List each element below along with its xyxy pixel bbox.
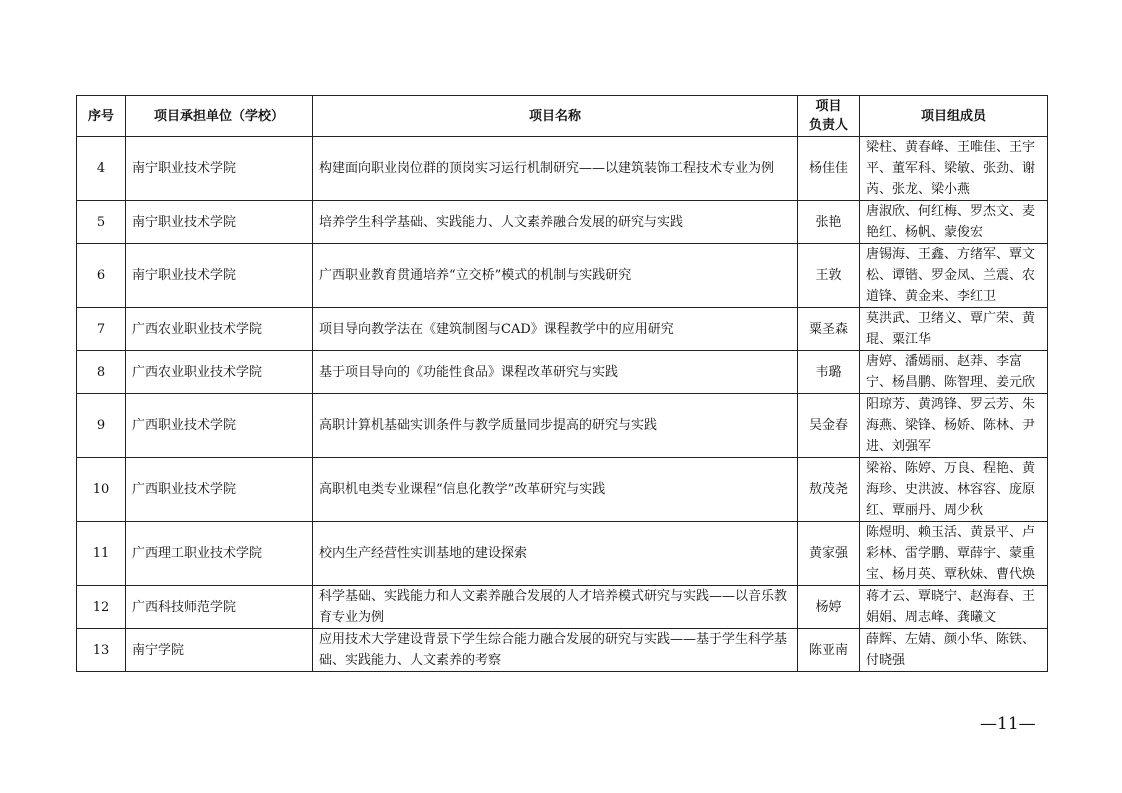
cell-no: 10 <box>77 458 126 522</box>
cell-name: 高职计算机基础实训条件与教学质量同步提高的研究与实践 <box>313 394 798 458</box>
header-lead <box>798 96 860 137</box>
cell-name: 项目导向教学法在《建筑制图与CAD》课程教学中的应用研究 <box>313 308 798 351</box>
table-row <box>77 308 1048 351</box>
header-no: 序号 <box>77 96 126 137</box>
cell-name: 基于项目导向的《功能性食品》课程改革研究与实践 <box>313 351 798 394</box>
projects-table <box>76 95 1048 672</box>
cell-unit: 南宁学院 <box>126 629 313 672</box>
table-row <box>77 629 1048 672</box>
table-row <box>77 201 1048 244</box>
cell-members: 薛辉、左婧、颜小华、陈铁、付晓强 <box>860 629 1048 672</box>
cell-unit: 广西农业职业技术学院 <box>126 308 313 351</box>
header-lead-line1: 项目 <box>815 99 842 114</box>
header-name: 项目名称 <box>313 96 798 137</box>
cell-members: 梁裕、陈婷、万良、程艳、黄海珍、史洪波、林容容、庞原红、覃丽丹、周少秋 <box>860 458 1048 522</box>
cell-members: 唐淑欣、何红梅、罗杰文、麦艳红、杨帆、蒙俊宏 <box>860 201 1048 244</box>
cell-lead: 韦璐 <box>798 351 860 394</box>
cell-lead: 敖茂尧 <box>798 458 860 522</box>
cell-lead: 杨婷 <box>798 586 860 629</box>
cell-no: 12 <box>77 586 126 629</box>
cell-unit: 南宁职业技术学院 <box>126 244 313 308</box>
cell-name: 应用技术大学建设背景下学生综合能力融合发展的研究与实践——基于学生科学基础、实践能力、人文素养的考察 <box>313 629 798 672</box>
cell-unit: 广西农业职业技术学院 <box>126 351 313 394</box>
cell-unit: 广西职业技术学院 <box>126 458 313 522</box>
cell-members: 唐锡海、王鑫、方绪军、覃文松、谭锴、罗金凤、兰震、农道锋、黄金来、李红卫 <box>860 244 1048 308</box>
cell-name: 构建面向职业岗位群的顶岗实习运行机制研究——以建筑装饰工程技术专业为例 <box>313 137 798 201</box>
cell-unit: 广西科技师范学院 <box>126 586 313 629</box>
cell-lead: 王敦 <box>798 244 860 308</box>
cell-members: 梁柱、黄春峰、王唯佳、王宇平、董军科、梁敏、张劲、谢芮、张龙、梁小燕 <box>860 137 1048 201</box>
cell-lead: 陈亚南 <box>798 629 860 672</box>
cell-no: 4 <box>77 137 126 201</box>
table-row <box>77 458 1048 522</box>
table-row <box>77 522 1048 586</box>
cell-no: 6 <box>77 244 126 308</box>
table-row <box>77 586 1048 629</box>
cell-no: 5 <box>77 201 126 244</box>
cell-no: 11 <box>77 522 126 586</box>
table-row <box>77 244 1048 308</box>
cell-lead: 黄家强 <box>798 522 860 586</box>
cell-unit: 南宁职业技术学院 <box>126 137 313 201</box>
cell-lead: 粟圣森 <box>798 308 860 351</box>
cell-members: 唐婷、潘嫣丽、赵莽、李富宁、杨昌鹏、陈智理、姜元欣 <box>860 351 1048 394</box>
header-lead-line2: 负责人 <box>808 118 848 133</box>
table-row <box>77 351 1048 394</box>
cell-unit: 广西职业技术学院 <box>126 394 313 458</box>
cell-unit: 南宁职业技术学院 <box>126 201 313 244</box>
cell-no: 8 <box>77 351 126 394</box>
cell-name: 培养学生科学基础、实践能力、人文素养融合发展的研究与实践 <box>313 201 798 244</box>
page-number: —11— <box>980 714 1036 734</box>
cell-lead: 杨佳佳 <box>798 137 860 201</box>
table-header-row <box>77 96 1048 137</box>
cell-members: 莫洪武、卫绪义、覃广荣、黄琨、粟江华 <box>860 308 1048 351</box>
table-row <box>77 137 1048 201</box>
cell-name: 校内生产经营性实训基地的建设探索 <box>313 522 798 586</box>
cell-members: 陈煜明、赖玉活、黄景平、卢彩林、雷学鹏、覃薛宇、蒙重宝、杨月英、覃秋妹、曹代焕 <box>860 522 1048 586</box>
cell-members: 阳琼芳、黄鸿锋、罗云芳、朱海燕、梁锋、杨娇、陈林、尹进、刘强军 <box>860 394 1048 458</box>
header-unit: 项目承担单位（学校） <box>126 96 313 137</box>
header-members: 项目组成员 <box>860 96 1048 137</box>
cell-lead: 张艳 <box>798 201 860 244</box>
cell-name: 广西职业教育贯通培养“立交桥”模式的机制与实践研究 <box>313 244 798 308</box>
cell-unit: 广西理工职业技术学院 <box>126 522 313 586</box>
cell-no: 13 <box>77 629 126 672</box>
cell-no: 9 <box>77 394 126 458</box>
cell-lead: 吴金春 <box>798 394 860 458</box>
table-row <box>77 394 1048 458</box>
cell-name: 科学基础、实践能力和人文素养融合发展的人才培养模式研究与实践——以音乐教育专业为例 <box>313 586 798 629</box>
cell-members: 蒋才云、覃晓宁、赵海春、王娟娟、周志峰、龚曦文 <box>860 586 1048 629</box>
cell-no: 7 <box>77 308 126 351</box>
cell-name: 高职机电类专业课程“信息化教学”改革研究与实践 <box>313 458 798 522</box>
